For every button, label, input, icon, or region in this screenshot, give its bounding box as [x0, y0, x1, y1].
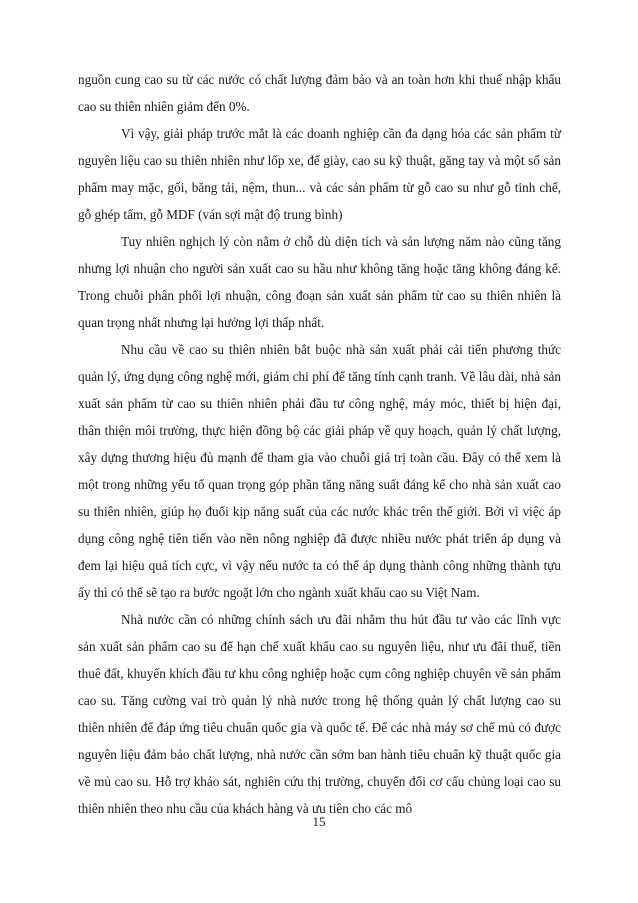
paragraph-technology-investment: Nhu cầu về cao su thiên nhiên bắt buộc nhà sản xuất phải cải tiến phương thức quản lý, ứng dụng công nghệ mới, giảm chi phí để tăng tính cạnh tranh. Về lâu dài, nhà sản xuất sản phẩm từ cao su thiên nhiên phải đầu tư công nghệ, máy móc, thiết bị hiện đại, thân thiện môi trường, thực hiện đồng bộ các giải pháp về quy hoạch, quản lý chất lượng, xây dựng thương hiệu đủ mạnh để tham gia vào chuỗi giá trị toàn cầu. Đây có thể xem là một trong những yếu tố quan trọng góp phần tăng năng suất đáng kể cho nhà sản xuất cao su thiên nhiên, giúp họ đuổi kịp năng suất của các nước khác trên thế giới. Bởi vì việc áp dụng công nghệ tiên tiến vào nền nông nghiệp đã được nhiều nước phát triển áp dụng và đem lại hiệu quả tích cực, vì vậy nếu nước ta có thể áp dụng thành công những thành tựu ấy thì có thể sẽ tạo ra bước ngoặt lớn cho ngành xuất khẩu cao su Việt Nam. [78, 342, 561, 600]
page-number: 15 [312, 814, 326, 829]
paragraph-state-policy: Nhà nước cần có những chính sách ưu đãi nhằm thu hút đầu tư vào các lĩnh vực sản xuất sản phẩm cao su để hạn chế xuất khẩu cao su nguyên liệu, như ưu đãi thuế, tiền thuê đất, khuyến khích đầu tư khu công nghiệp hoặc cụm công nghiệp chuyên về sản phẩm cao su. Tăng cường vai trò quản lý nhà nước trong hệ thống quản lý chất lượng cao su thiên nhiên để đáp ứng tiêu chuẩn quốc gia và quốc tế. Để các nhà máy sơ chế mủ có được nguyên liệu đảm bảo chất lượng, nhà nước cần sớm ban hành tiêu chuẩn kỹ thuật quốc gia về mủ cao su. Hỗ trợ khảo sát, nghiên cứu thị trường, chuyển đổi cơ cấu chủng loại cao su thiên nhiên theo nhu cầu của khách hàng và ưu tiên cho các mô [78, 612, 561, 816]
body-text [78, 66, 561, 822]
paragraph-product-diversification: Vì vậy, giải pháp trước mắt là các doanh nghiệp cần đa dạng hóa các sản phẩm từ nguyên liệu cao su thiên nhiên như lốp xe, đế giày, cao su kỹ thuật, găng tay và một số sản phẩm may mặc, gối, băng tải, nệm, thun... và các sản phẩm từ gỗ cao su như gỗ tinh chế, gỗ ghép tấm, gỗ MDF (ván sợi mật độ trung bình) [78, 126, 561, 222]
paragraph-profit-paradox: Tuy nhiên nghịch lý còn nằm ở chỗ dù diện tích và sản lượng năm nào cũng tăng nhưng lợi nhuận cho người sản xuất cao su hầu như không tăng hoặc tăng không đáng kể. Trong chuỗi phân phối lợi nhuận, công đoạn sản xuất sản phẩm từ cao su thiên nhiên là quan trọng nhất nhưng lại hưởng lợi thấp nhất. [78, 234, 561, 330]
paragraph-continuation: nguồn cung cao su từ các nước có chất lượng đảm bảo và an toàn hơn khi thuế nhập khẩu cao su thiên nhiên giảm đến 0%. [78, 72, 561, 114]
